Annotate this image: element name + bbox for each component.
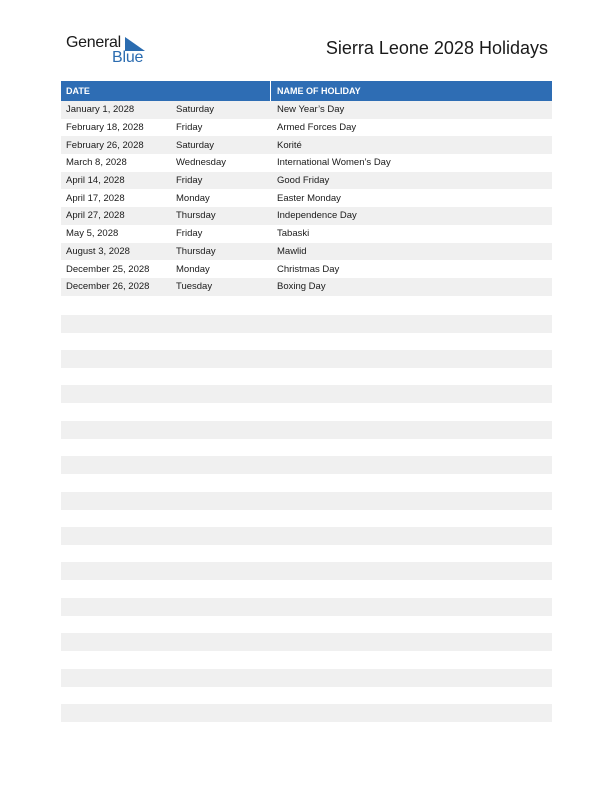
holiday-date: August 3, 2028 (66, 245, 130, 257)
holiday-date: January 1, 2028 (66, 104, 135, 116)
holiday-weekday: Monday (176, 192, 210, 204)
blank-row (61, 598, 552, 616)
blank-row (61, 385, 552, 403)
holiday-name: Korité (277, 139, 302, 151)
holiday-name: Independence Day (277, 210, 357, 222)
holiday-date: April 17, 2028 (66, 192, 125, 204)
blank-row (61, 562, 552, 580)
holiday-date: February 26, 2028 (66, 139, 144, 151)
holiday-weekday: Thursday (176, 210, 216, 222)
holiday-weekday: Saturday (176, 139, 215, 151)
holiday-weekday: Thursday (176, 245, 216, 257)
logo-word-general: General (66, 34, 121, 51)
page-title: Sierra Leone 2028 Holidays (325, 38, 548, 58)
blank-row (61, 421, 552, 439)
holiday-name: Good Friday (277, 175, 330, 187)
holiday-date: May 5, 2028 (66, 228, 119, 240)
column-header-holiday: NAME OF HOLIDAY (277, 86, 361, 96)
blank-row (61, 315, 552, 333)
generalblue-logo (66, 34, 156, 68)
table-row (61, 172, 552, 190)
table-row (61, 119, 552, 137)
holiday-date: February 18, 2028 (66, 122, 144, 134)
holiday-name: Armed Forces Day (277, 122, 357, 134)
blank-row (61, 704, 552, 722)
holiday-weekday: Monday (176, 263, 210, 275)
holiday-weekday: Friday (176, 122, 203, 134)
holiday-name: Christmas Day (277, 263, 340, 275)
table-row (61, 243, 552, 261)
table-row (61, 225, 552, 243)
holiday-name: Boxing Day (277, 281, 326, 293)
table-body (61, 101, 552, 296)
blank-row (61, 669, 552, 687)
logo-word-blue: Blue (112, 49, 144, 66)
holiday-date: December 26, 2028 (66, 281, 150, 293)
blank-row (61, 350, 552, 368)
holiday-name: Easter Monday (277, 192, 341, 204)
holiday-weekday: Wednesday (176, 157, 226, 169)
table-row (61, 101, 552, 119)
holiday-name: New Year’s Day (277, 104, 345, 116)
table-row (61, 189, 552, 207)
blank-row (61, 456, 552, 474)
table-row (61, 278, 552, 296)
holidays-table (61, 81, 552, 296)
column-header-date: DATE (61, 81, 271, 101)
holiday-date: December 25, 2028 (66, 263, 150, 275)
holiday-date: April 14, 2028 (66, 175, 125, 187)
table-row (61, 136, 552, 154)
holiday-date: April 27, 2028 (66, 210, 125, 222)
holiday-weekday: Friday (176, 175, 203, 187)
holiday-date: March 8, 2028 (66, 157, 127, 169)
holiday-weekday: Tuesday (176, 281, 213, 293)
holiday-name: Mawlid (277, 245, 307, 257)
table-row (61, 154, 552, 172)
holiday-name: International Women’s Day (277, 157, 391, 169)
blank-row (61, 492, 552, 510)
holiday-weekday: Friday (176, 228, 203, 240)
holiday-name: Tabaski (277, 228, 310, 240)
holiday-weekday: Saturday (176, 104, 215, 116)
blank-row (61, 633, 552, 651)
table-row (61, 260, 552, 278)
blank-row (61, 527, 552, 545)
table-row (61, 207, 552, 225)
table-header (61, 81, 552, 101)
